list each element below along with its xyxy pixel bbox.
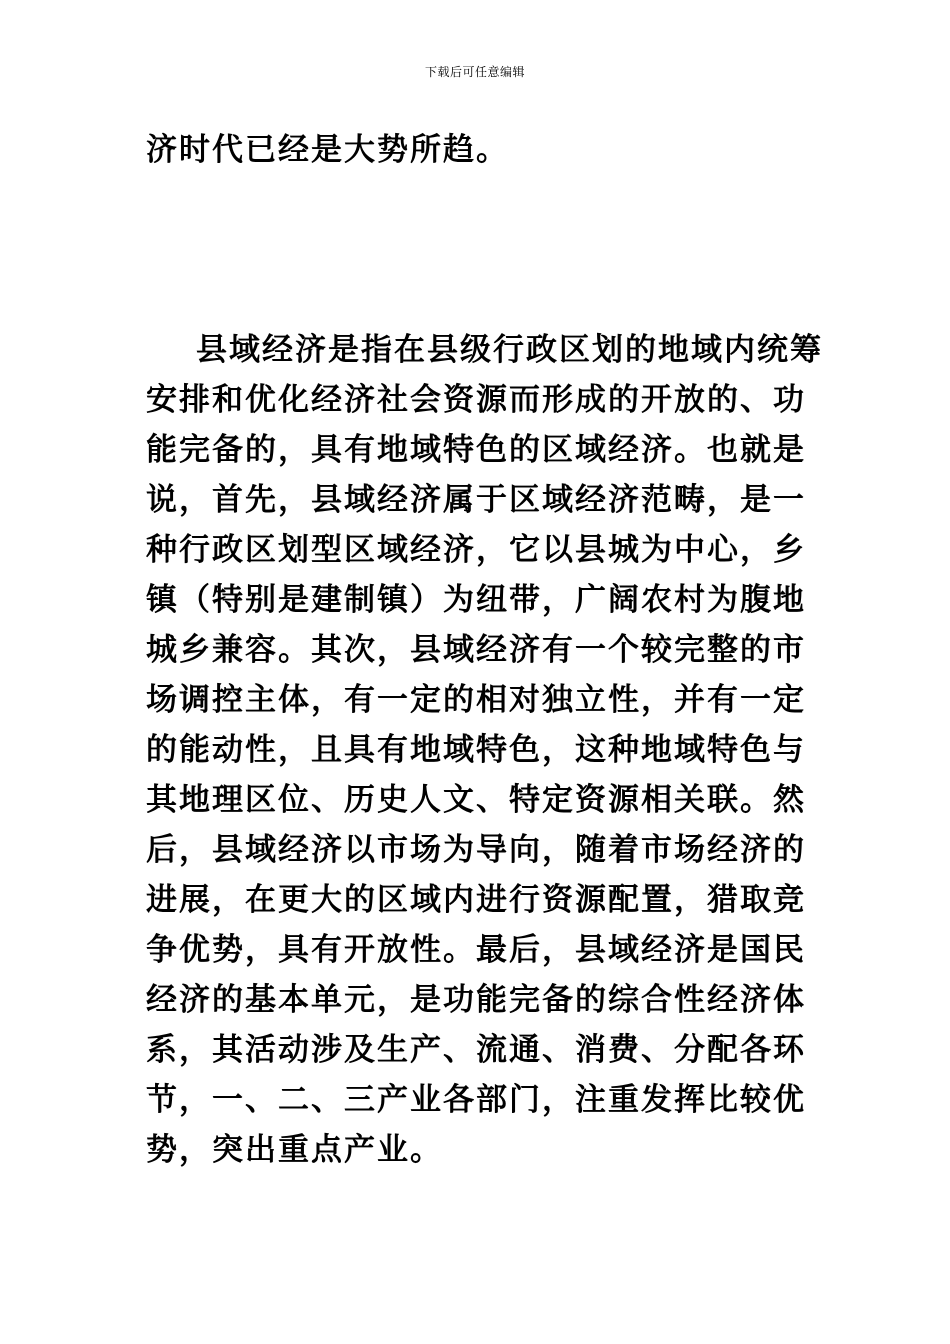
paragraph-line: 其地理区位、历史人文、特定资源相关联。然: [146, 782, 806, 818]
paragraph-line: 系，其活动涉及生产、流通、消费、分配各环: [146, 1032, 806, 1068]
page-header-note: 下载后可任意编辑: [424, 65, 525, 79]
paragraph-line: 种行政区划型区域经济，它以县城为中心，乡: [146, 532, 806, 568]
paragraph-line: 争优势，具有开放性。最后，县域经济是国民: [146, 932, 806, 968]
paragraph-line: 势，突出重点产业。: [146, 1132, 443, 1168]
paragraph-line: 经济的基本单元，是功能完备的综合性经济体: [146, 982, 806, 1018]
paragraph-line: 镇（特别是建制镇）为纽带，广阔农村为腹地: [146, 582, 806, 618]
paragraph-line: 节，一、二、三产业各部门，注重发挥比较优: [146, 1082, 806, 1118]
paragraph-line: 说，首先，县域经济属于区域经济范畴，是一: [146, 482, 806, 518]
paragraph-line: 场调控主体，有一定的相对独立性，并有一定: [146, 682, 806, 718]
paragraph-line: 县域经济是指在县级行政区划的地域内统筹: [196, 332, 823, 368]
paragraph-line: 进展，在更大的区域内进行资源配置，猎取竞: [146, 882, 806, 918]
paragraph-line: 能完备的，具有地域特色的区域经济。也就是: [146, 432, 806, 468]
paragraph-line: 后，县域经济以市场为导向，随着市场经济的: [146, 832, 806, 868]
paragraph-line: 城乡兼容。其次，县域经济有一个较完整的市: [146, 632, 806, 668]
paragraph-line: 的能动性，且具有地域特色，这种地域特色与: [146, 732, 806, 768]
paragraph-line: 安排和优化经济社会资源而形成的开放的、功: [146, 382, 806, 418]
continuation-text: 济时代已经是大势所趋。: [146, 132, 509, 168]
